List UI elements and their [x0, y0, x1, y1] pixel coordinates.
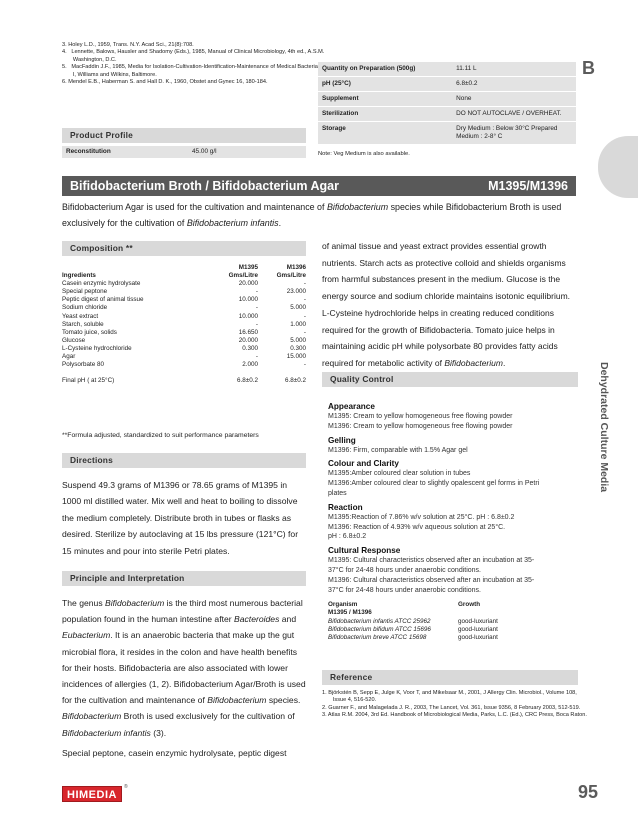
- ref-line: 6. Mendel E.B., Haberman S. and Hall D. K., 1960, Obstet and Gynec 16, 180-184.: [62, 79, 268, 86]
- table-row: Sodium chloride - 5.000: [62, 304, 306, 312]
- composition-heading: Composition **: [62, 241, 306, 256]
- right-paragraph: of animal tissue and yeast extract provides essential growth nutrients. Starch acts as protective colloid and shields organisms from harmful substances present in the medium. Glucose is the energy source and sodium chloride maintains isotonic equilibrium. L-Cysteine hydrochloride helps in creating reduced conditions required for the growth of Bifidobacteria. Tomato juice helps in maintaining acidic pH while polysorbate 80 provides fatty acids required for metabolic activity of Bifidobacterium.: [322, 241, 571, 368]
- ref-line: Washington, D.C.: [62, 56, 117, 63]
- table-row: pH (25°C) 6.8±0.2: [318, 77, 576, 92]
- reference-list: [322, 690, 592, 720]
- table-row: Supplement None: [318, 92, 576, 107]
- table-row: Bifidobacterium bifidum ATCC 15696 good-luxuriant: [328, 625, 498, 633]
- page-number: 95: [578, 782, 599, 802]
- table-row: Bifidobacterium breve ATCC 15698 good-luxuriant: [328, 633, 498, 641]
- himedia-logo: HIMEDIA: [62, 786, 122, 802]
- directions-text: Suspend 49.3 grams of M1396 or 78.65 grams of M1395 in 1000 ml distilled water. Mix well and heat to boiling to dissolve the medium completely. Distribute broth in tubes or flasks as desired. Sterilize by autoclaving at 15 lbs pressure (121°C) for 15 minutes and pour into sterile Petri plates.: [62, 480, 299, 556]
- table-row: L-Cysteine hydrochloride 0.300 0.300: [62, 344, 306, 352]
- ref-line: 5. MacFaddin J.F., 1985, Media for Isolation-Cultivation-Identification-Maintenance of Medical Bacteria, Vol.: [62, 64, 331, 71]
- table-row: Storage Dry Medium : Below 30°C Prepared Medium : 2-8° C: [318, 122, 576, 145]
- table-row: Tomato juice, solids 16.650 -: [62, 328, 306, 336]
- table-row: Final pH ( at 25°C) 6.8±0.2 6.8±0.2: [62, 377, 306, 385]
- quality-control-body: Appearance M1395: Cream to yellow homogeneous free flowing powder M1396: Cream to yellow homogeneous free flowing powder Gelling M1396: Firm, comparable with 1.5% Agar gel Colour and Clarity M1395:Amber coloured clear solution in tubes M1396:Amber coloured clear to slightly opalescent gel forms in Petri plates Reaction M1395:Reaction of 7.86% w/v solution at 25°C. pH : 6.8±0.2 M1396: Reaction of 4.93% w/v aqueous solution at 25°C. pH : 6.8±0.2 Cultural Response M1395: Cultural characteristics observed after an incubation at 35- 37°C for 24-48 hours under anaerobic conditions. M1396: Cultural characteristics observed after an incubation at 35- 37°C for 24-48 hours under anaerobic conditions. Organism Growth M1395 / M1396 Bifidobacterium infantis ATCC 25962 good-luxuriant Bifidobacterium bifidum ATCC 15696 good-luxuriant Bifidobacterium breve ATCC 15698 good-luxuriant: [328, 401, 586, 642]
- veg-note: Note: Veg Medium is also available.: [318, 151, 410, 157]
- side-tab: [598, 136, 638, 198]
- registered-mark: ®: [124, 784, 128, 790]
- composition-footnote: **Formula adjusted, standardized to suit performance parameters: [62, 432, 259, 439]
- preparation-table: [318, 62, 576, 145]
- reconstitution-label: Reconstitution: [66, 148, 111, 155]
- table-row: Sterilization DO NOT AUTOCLAVE / OVERHEAT.: [318, 107, 576, 122]
- table-row: Quantity on Preparation (500g) 11.11 L: [318, 62, 576, 77]
- product-profile-heading: Product Profile: [62, 128, 306, 143]
- table-row: Special peptone - 23.000: [62, 288, 306, 296]
- composition-table: M1395 M1396 Ingredients Gms/Litre Gms/Litre Casein enzymic hydrolysate 20.000 - Special peptone - 23.000 Peptic digest of animal tissue 10.000 - Sodium chloride - 5.000 Yeast extract 10.000 - Starch, soluble - 1.000 Tomato juice, solids 16.650 - Glucose 20.000 5.000 L-Cysteine hydrochloride 0.300 0.300 Agar - 15.000 Polysorbate 80 2.000 - Final pH ( at 25°C) 6.8±0.2 6.8±0.2: [62, 264, 306, 385]
- table-row: Agar - 15.000: [62, 353, 306, 361]
- principle-heading: Principle and Interpretation: [62, 571, 306, 586]
- reference-item: 2. Guarner F., and Malagelada J. R., 2003, The Lancet, Vol. 361, Issue 9356, 8 February 2003, 512-519.: [322, 704, 581, 711]
- organism-table: Organism Growth M1395 / M1396 Bifidobacterium infantis ATCC 25962 good-luxuriant Bifidobacterium bifidum ATCC 15696 good-luxuriant Bifidobacterium breve ATCC 15698 good-luxuriant: [328, 601, 568, 641]
- ref-line: 3. Holey L.D., 1959, Trans. N.Y. Acad Sci., 21(8):708.: [62, 42, 194, 48]
- section-letter: B: [582, 58, 595, 78]
- directions-heading: Directions: [62, 453, 306, 468]
- reference-item: 3. Atlas R.M. 2004, 3rd Ed. Handbook of Microbiological Media, Parks, L.C. (Ed.), CRC Press, Boca Raton.: [322, 712, 587, 719]
- intro-text: Bifidobacterium Agar is used for the cultivation and maintenance of Bifidobacterium species while Bifidobacterium Broth is used exclusively for the cultivation of Bifidobacterium infantis.: [62, 202, 562, 228]
- reference-item: 1. Björkstén B, Sepp E, Julge K, Voor T, and Mikelsaar M., 2001, J Allergy Clin. Microbiol., Volume 108,: [322, 690, 577, 696]
- product-code: M1395/M1396: [488, 179, 568, 193]
- table-row: Glucose 20.000 5.000: [62, 336, 306, 344]
- side-label: Dehydrated Culture Media: [598, 362, 610, 493]
- table-row: Casein enzymic hydrolysate 20.000 -: [62, 280, 306, 288]
- top-references: [62, 42, 331, 86]
- ref-line: 4. Lennette, Balows, Hausler and Shadomy (Eds.), 1985, Manual of Clinical Microbiology, 4th ed., A.S.M.: [62, 49, 325, 56]
- reconstitution-row: [62, 146, 306, 158]
- table-row: Peptic digest of animal tissue 10.000 -: [62, 296, 306, 304]
- table-row: Yeast extract 10.000 -: [62, 312, 306, 320]
- title-banner: [62, 176, 576, 196]
- table-row: Starch, soluble - 1.000: [62, 320, 306, 328]
- reconstitution-value: 45.00 g/l: [192, 148, 217, 155]
- table-row: Bifidobacterium infantis ATCC 25962 good-luxuriant: [328, 617, 498, 625]
- reference-heading: Reference: [322, 670, 578, 685]
- quality-control-heading: Quality Control: [322, 372, 578, 387]
- principle-text: The genus Bifidobacterium is the third most numerous bacterial population found in the human intestine after Bacteroides and Eubacterium. It is an anaerobic bacteria that make up the gut microbial flora, it resides in the colon and have health benefits for their hosts. Bifidobacteria are also associated with lower incidences of allergies (1, 2). Bifidobacterium Agar/Broth is used for the cultivation and maintenance of Bifidobacterium species. Bifidobacterium Broth is used exclusively for the cultivation of Bifidobacterium infantis (3). Special peptone, casein enzymic hydrolysate, peptic digest: [62, 598, 306, 758]
- ref-line: I, Williams and Wilkins, Baltimore.: [62, 71, 157, 78]
- reference-item: Issue 4, 516-520.: [322, 697, 377, 704]
- table-row: Polysorbate 80 2.000 -: [62, 361, 306, 369]
- page-title: Bifidobacterium Broth / Bifidobacterium Agar: [70, 179, 340, 193]
